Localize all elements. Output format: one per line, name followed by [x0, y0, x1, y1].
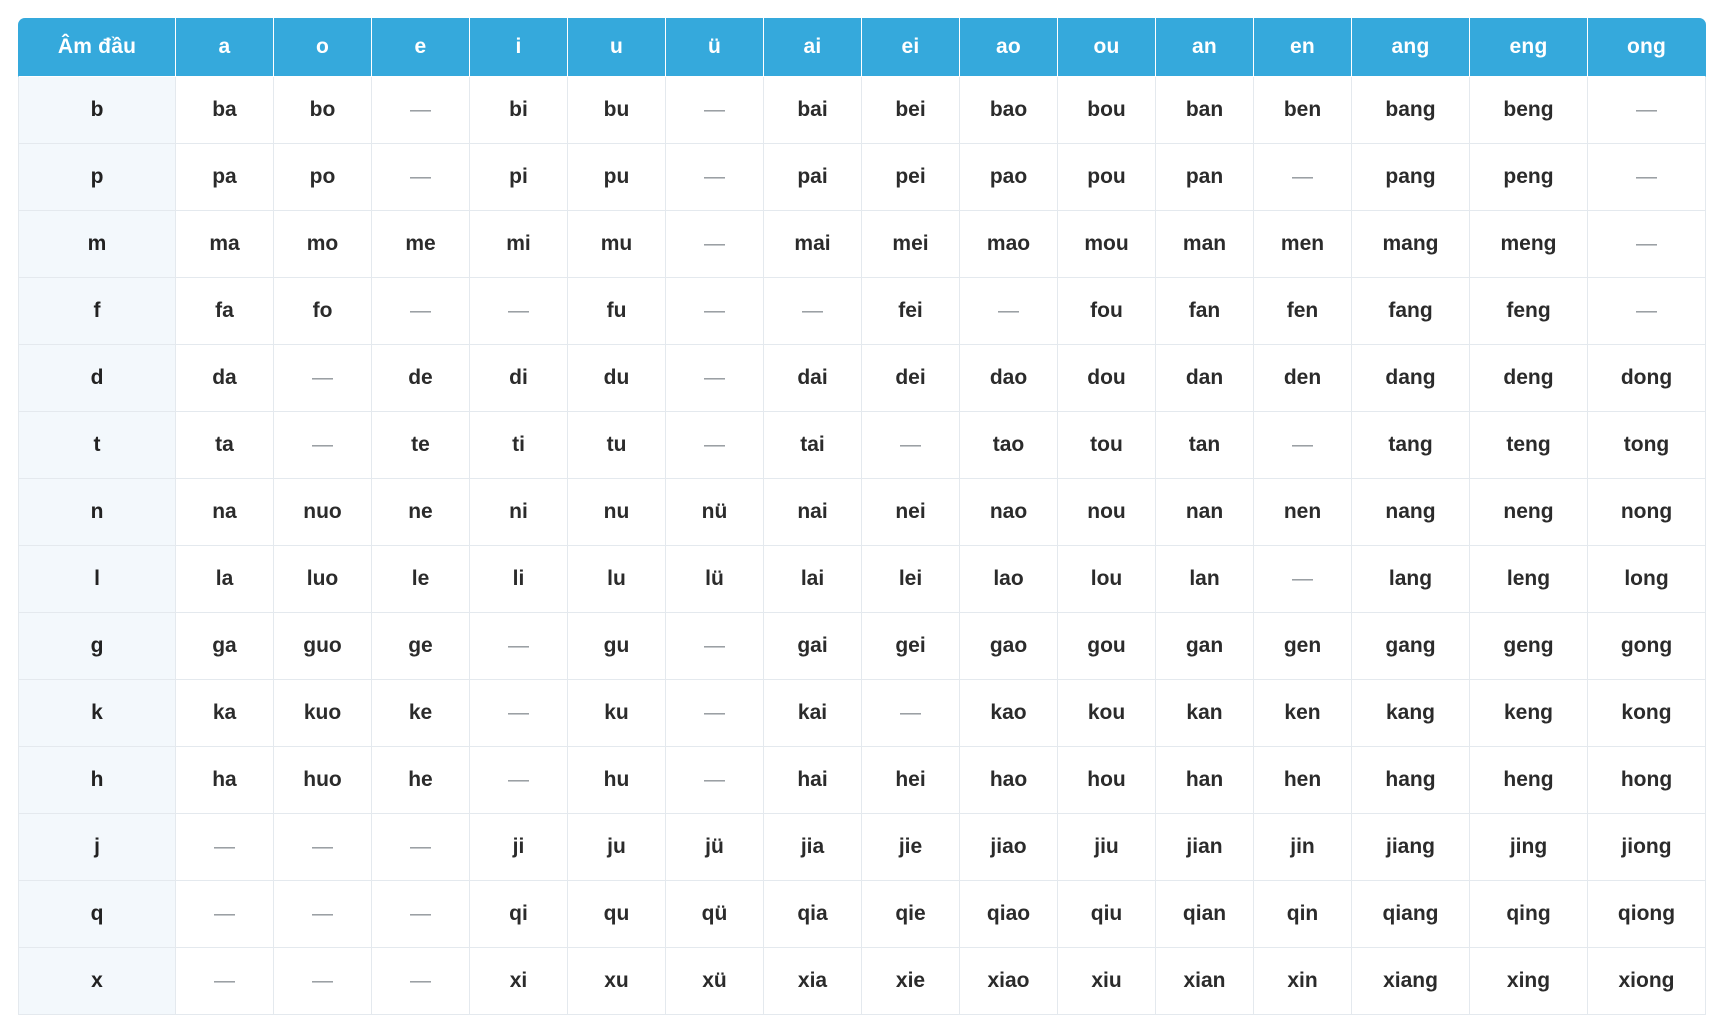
- syllable-cell: mei: [862, 211, 960, 278]
- syllable-cell-empty: —: [372, 948, 470, 1015]
- syllable-cell: ma: [176, 211, 274, 278]
- syllable-cell: hai: [764, 747, 862, 814]
- table-header-row: [18, 18, 1706, 77]
- table-row: [18, 948, 1706, 1015]
- syllable-cell: xi: [470, 948, 568, 1015]
- syllable-cell: feng: [1470, 278, 1588, 345]
- syllable-cell: pao: [960, 144, 1058, 211]
- syllable-cell: dan: [1156, 345, 1254, 412]
- row-header-initial: b: [18, 77, 176, 144]
- syllable-cell: jiu: [1058, 814, 1156, 881]
- row-header-initial: d: [18, 345, 176, 412]
- syllable-cell-empty: —: [470, 278, 568, 345]
- column-header-eng: eng: [1470, 18, 1588, 77]
- syllable-cell: ba: [176, 77, 274, 144]
- syllable-cell: ka: [176, 680, 274, 747]
- column-header-ao: ao: [960, 18, 1058, 77]
- syllable-cell: li: [470, 546, 568, 613]
- table-body: [18, 77, 1706, 1015]
- syllable-cell-empty: —: [666, 77, 764, 144]
- syllable-cell: mou: [1058, 211, 1156, 278]
- syllable-cell: ti: [470, 412, 568, 479]
- column-header-ou: ou: [1058, 18, 1156, 77]
- syllable-cell: kong: [1588, 680, 1706, 747]
- syllable-cell-empty: —: [372, 278, 470, 345]
- row-header-initial: j: [18, 814, 176, 881]
- column-header-ei: ei: [862, 18, 960, 77]
- syllable-cell: fang: [1352, 278, 1470, 345]
- row-header-initial: n: [18, 479, 176, 546]
- syllable-cell: han: [1156, 747, 1254, 814]
- table-row: [18, 278, 1706, 345]
- syllable-cell: ben: [1254, 77, 1352, 144]
- syllable-cell: dou: [1058, 345, 1156, 412]
- row-header-initial: l: [18, 546, 176, 613]
- syllable-cell-empty: —: [666, 278, 764, 345]
- syllable-cell: bao: [960, 77, 1058, 144]
- syllable-cell: qiao: [960, 881, 1058, 948]
- syllable-cell: pou: [1058, 144, 1156, 211]
- row-header-initial: q: [18, 881, 176, 948]
- column-header-ai: ai: [764, 18, 862, 77]
- column-header-en: en: [1254, 18, 1352, 77]
- syllable-cell: ge: [372, 613, 470, 680]
- syllable-cell: qin: [1254, 881, 1352, 948]
- syllable-cell: tang: [1352, 412, 1470, 479]
- syllable-cell: kang: [1352, 680, 1470, 747]
- syllable-cell: gou: [1058, 613, 1156, 680]
- syllable-cell: xin: [1254, 948, 1352, 1015]
- syllable-cell-empty: —: [666, 680, 764, 747]
- column-header-ong: ong: [1588, 18, 1706, 77]
- syllable-cell: gai: [764, 613, 862, 680]
- syllable-cell: nen: [1254, 479, 1352, 546]
- row-header-initial: x: [18, 948, 176, 1015]
- syllable-cell: ken: [1254, 680, 1352, 747]
- syllable-cell: qiang: [1352, 881, 1470, 948]
- syllable-cell: hen: [1254, 747, 1352, 814]
- syllable-cell: tong: [1588, 412, 1706, 479]
- syllable-cell: tai: [764, 412, 862, 479]
- syllable-cell: gong: [1588, 613, 1706, 680]
- syllable-cell-empty: —: [274, 345, 372, 412]
- syllable-cell-empty: —: [862, 680, 960, 747]
- syllable-cell: hong: [1588, 747, 1706, 814]
- syllable-cell: hu: [568, 747, 666, 814]
- syllable-cell: guo: [274, 613, 372, 680]
- syllable-cell: fen: [1254, 278, 1352, 345]
- column-header-u-umlaut: ü: [666, 18, 764, 77]
- syllable-cell: kai: [764, 680, 862, 747]
- syllable-cell: qu: [568, 881, 666, 948]
- syllable-cell-empty: —: [666, 613, 764, 680]
- syllable-cell: man: [1156, 211, 1254, 278]
- syllable-cell: na: [176, 479, 274, 546]
- syllable-cell-empty: —: [372, 881, 470, 948]
- syllable-cell: xiao: [960, 948, 1058, 1015]
- syllable-cell: nai: [764, 479, 862, 546]
- syllable-cell: bang: [1352, 77, 1470, 144]
- syllable-cell: jiao: [960, 814, 1058, 881]
- syllable-cell: jing: [1470, 814, 1588, 881]
- syllable-cell: xing: [1470, 948, 1588, 1015]
- syllable-cell: huo: [274, 747, 372, 814]
- syllable-cell: qü: [666, 881, 764, 948]
- syllable-cell-empty: —: [862, 412, 960, 479]
- syllable-cell: mang: [1352, 211, 1470, 278]
- table-row: [18, 680, 1706, 747]
- syllable-cell: bou: [1058, 77, 1156, 144]
- syllable-cell: mai: [764, 211, 862, 278]
- syllable-cell: pi: [470, 144, 568, 211]
- syllable-cell: ku: [568, 680, 666, 747]
- syllable-cell: hao: [960, 747, 1058, 814]
- syllable-cell: mu: [568, 211, 666, 278]
- syllable-cell: ha: [176, 747, 274, 814]
- syllable-cell: tou: [1058, 412, 1156, 479]
- syllable-cell: lou: [1058, 546, 1156, 613]
- column-header-u: u: [568, 18, 666, 77]
- syllable-cell: jie: [862, 814, 960, 881]
- syllable-cell: meng: [1470, 211, 1588, 278]
- row-header-initial: t: [18, 412, 176, 479]
- syllable-cell: qiong: [1588, 881, 1706, 948]
- syllable-cell: kou: [1058, 680, 1156, 747]
- syllable-cell: keng: [1470, 680, 1588, 747]
- syllable-cell-empty: —: [1588, 77, 1706, 144]
- syllable-cell: gang: [1352, 613, 1470, 680]
- syllable-cell: heng: [1470, 747, 1588, 814]
- row-header-initial: m: [18, 211, 176, 278]
- syllable-cell-empty: —: [372, 77, 470, 144]
- table-row: [18, 412, 1706, 479]
- syllable-cell: jü: [666, 814, 764, 881]
- syllable-cell-empty: —: [960, 278, 1058, 345]
- syllable-cell: xiu: [1058, 948, 1156, 1015]
- syllable-cell: men: [1254, 211, 1352, 278]
- syllable-cell: bi: [470, 77, 568, 144]
- column-header-an: an: [1156, 18, 1254, 77]
- syllable-cell: du: [568, 345, 666, 412]
- syllable-cell: jiong: [1588, 814, 1706, 881]
- column-header-o: o: [274, 18, 372, 77]
- syllable-cell: gei: [862, 613, 960, 680]
- syllable-cell: luo: [274, 546, 372, 613]
- syllable-cell: te: [372, 412, 470, 479]
- syllable-cell: lu: [568, 546, 666, 613]
- syllable-cell: dang: [1352, 345, 1470, 412]
- row-header-initial: k: [18, 680, 176, 747]
- syllable-cell: pan: [1156, 144, 1254, 211]
- syllable-cell: xia: [764, 948, 862, 1015]
- syllable-cell: fou: [1058, 278, 1156, 345]
- row-header-initial: p: [18, 144, 176, 211]
- syllable-cell: dong: [1588, 345, 1706, 412]
- syllable-cell: pa: [176, 144, 274, 211]
- syllable-cell-empty: —: [470, 680, 568, 747]
- table-row: [18, 546, 1706, 613]
- syllable-cell: lao: [960, 546, 1058, 613]
- syllable-cell: gan: [1156, 613, 1254, 680]
- syllable-cell-empty: —: [1588, 278, 1706, 345]
- syllable-cell: qiu: [1058, 881, 1156, 948]
- syllable-cell-empty: —: [666, 144, 764, 211]
- syllable-cell-empty: —: [1254, 546, 1352, 613]
- syllable-cell: geng: [1470, 613, 1588, 680]
- syllable-cell: lan: [1156, 546, 1254, 613]
- column-header-i: i: [470, 18, 568, 77]
- syllable-cell: ju: [568, 814, 666, 881]
- syllable-cell: tan: [1156, 412, 1254, 479]
- syllable-cell: dao: [960, 345, 1058, 412]
- syllable-cell: nan: [1156, 479, 1254, 546]
- syllable-cell: nü: [666, 479, 764, 546]
- syllable-cell-empty: —: [176, 881, 274, 948]
- syllable-cell-empty: —: [176, 814, 274, 881]
- row-header-initial: h: [18, 747, 176, 814]
- syllable-cell: bu: [568, 77, 666, 144]
- syllable-cell: jiang: [1352, 814, 1470, 881]
- syllable-cell-empty: —: [1254, 412, 1352, 479]
- syllable-cell: leng: [1470, 546, 1588, 613]
- syllable-cell: qia: [764, 881, 862, 948]
- syllable-cell-empty: —: [764, 278, 862, 345]
- column-header-a: a: [176, 18, 274, 77]
- syllable-cell: fu: [568, 278, 666, 345]
- syllable-cell: le: [372, 546, 470, 613]
- syllable-cell: nuo: [274, 479, 372, 546]
- syllable-cell-empty: —: [666, 747, 764, 814]
- syllable-cell-empty: —: [666, 211, 764, 278]
- syllable-cell: la: [176, 546, 274, 613]
- syllable-cell: bei: [862, 77, 960, 144]
- table-row: [18, 881, 1706, 948]
- syllable-cell: xiong: [1588, 948, 1706, 1015]
- syllable-cell: he: [372, 747, 470, 814]
- syllable-cell: bai: [764, 77, 862, 144]
- syllable-cell: xian: [1156, 948, 1254, 1015]
- syllable-cell: xü: [666, 948, 764, 1015]
- row-header-initial: f: [18, 278, 176, 345]
- syllable-cell: me: [372, 211, 470, 278]
- syllable-cell: hei: [862, 747, 960, 814]
- syllable-cell: ji: [470, 814, 568, 881]
- syllable-cell: xiang: [1352, 948, 1470, 1015]
- syllable-cell: lang: [1352, 546, 1470, 613]
- pinyin-syllable-table: [18, 18, 1706, 1015]
- syllable-cell-empty: —: [372, 144, 470, 211]
- syllable-cell: ban: [1156, 77, 1254, 144]
- syllable-cell: nei: [862, 479, 960, 546]
- column-header-e: e: [372, 18, 470, 77]
- syllable-cell-empty: —: [274, 814, 372, 881]
- syllable-cell: gu: [568, 613, 666, 680]
- syllable-cell: xu: [568, 948, 666, 1015]
- syllable-cell: gao: [960, 613, 1058, 680]
- syllable-cell: nou: [1058, 479, 1156, 546]
- syllable-cell: qing: [1470, 881, 1588, 948]
- syllable-cell: mi: [470, 211, 568, 278]
- syllable-cell: ni: [470, 479, 568, 546]
- syllable-cell: mo: [274, 211, 372, 278]
- syllable-cell: mao: [960, 211, 1058, 278]
- table-row: [18, 345, 1706, 412]
- syllable-cell: long: [1588, 546, 1706, 613]
- syllable-cell: teng: [1470, 412, 1588, 479]
- syllable-cell: bo: [274, 77, 372, 144]
- syllable-cell: hang: [1352, 747, 1470, 814]
- syllable-cell: peng: [1470, 144, 1588, 211]
- syllable-cell: fa: [176, 278, 274, 345]
- syllable-cell: tu: [568, 412, 666, 479]
- syllable-cell: tao: [960, 412, 1058, 479]
- syllable-cell: fei: [862, 278, 960, 345]
- syllable-cell: fan: [1156, 278, 1254, 345]
- syllable-cell: ga: [176, 613, 274, 680]
- syllable-cell: neng: [1470, 479, 1588, 546]
- syllable-cell-empty: —: [470, 747, 568, 814]
- syllable-cell: de: [372, 345, 470, 412]
- syllable-cell: den: [1254, 345, 1352, 412]
- syllable-cell: dai: [764, 345, 862, 412]
- syllable-cell: lü: [666, 546, 764, 613]
- syllable-cell: hou: [1058, 747, 1156, 814]
- syllable-cell-empty: —: [372, 814, 470, 881]
- syllable-cell: di: [470, 345, 568, 412]
- syllable-cell-empty: —: [1254, 144, 1352, 211]
- syllable-cell: da: [176, 345, 274, 412]
- syllable-cell-empty: —: [274, 948, 372, 1015]
- syllable-cell: pang: [1352, 144, 1470, 211]
- syllable-cell: fo: [274, 278, 372, 345]
- syllable-cell-empty: —: [1588, 211, 1706, 278]
- syllable-cell: pei: [862, 144, 960, 211]
- syllable-cell-empty: —: [1588, 144, 1706, 211]
- column-header-initials: Âm đầu: [18, 18, 176, 77]
- syllable-cell: pu: [568, 144, 666, 211]
- syllable-cell-empty: —: [470, 613, 568, 680]
- syllable-cell: ke: [372, 680, 470, 747]
- syllable-cell-empty: —: [176, 948, 274, 1015]
- syllable-cell: beng: [1470, 77, 1588, 144]
- syllable-cell: nong: [1588, 479, 1706, 546]
- table-row: [18, 613, 1706, 680]
- syllable-cell-empty: —: [274, 412, 372, 479]
- syllable-cell: jian: [1156, 814, 1254, 881]
- syllable-cell: lei: [862, 546, 960, 613]
- syllable-cell: xie: [862, 948, 960, 1015]
- syllable-cell: qian: [1156, 881, 1254, 948]
- syllable-cell: jia: [764, 814, 862, 881]
- table-row: [18, 77, 1706, 144]
- table-row: [18, 211, 1706, 278]
- syllable-cell: kuo: [274, 680, 372, 747]
- syllable-cell: qi: [470, 881, 568, 948]
- syllable-cell: lai: [764, 546, 862, 613]
- syllable-cell: deng: [1470, 345, 1588, 412]
- syllable-cell-empty: —: [666, 345, 764, 412]
- syllable-cell: nu: [568, 479, 666, 546]
- table-row: [18, 144, 1706, 211]
- syllable-cell: dei: [862, 345, 960, 412]
- syllable-cell: po: [274, 144, 372, 211]
- column-header-ang: ang: [1352, 18, 1470, 77]
- syllable-cell: ne: [372, 479, 470, 546]
- syllable-cell: nao: [960, 479, 1058, 546]
- table-row: [18, 479, 1706, 546]
- table-header: [18, 18, 1706, 77]
- syllable-cell: gen: [1254, 613, 1352, 680]
- syllable-cell: jin: [1254, 814, 1352, 881]
- syllable-cell-empty: —: [666, 412, 764, 479]
- syllable-cell: ta: [176, 412, 274, 479]
- syllable-cell: kao: [960, 680, 1058, 747]
- syllable-cell: qie: [862, 881, 960, 948]
- syllable-cell: kan: [1156, 680, 1254, 747]
- table-row: [18, 814, 1706, 881]
- syllable-cell: pai: [764, 144, 862, 211]
- syllable-cell: nang: [1352, 479, 1470, 546]
- table-row: [18, 747, 1706, 814]
- row-header-initial: g: [18, 613, 176, 680]
- syllable-cell-empty: —: [274, 881, 372, 948]
